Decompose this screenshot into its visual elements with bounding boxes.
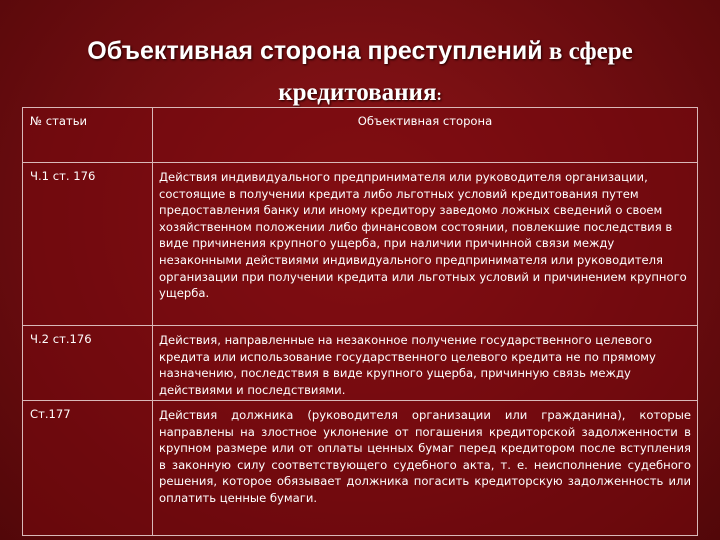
- header-article-number: № статьи: [23, 108, 153, 163]
- title-line2: кредитования: [278, 79, 437, 106]
- cell-article: Ч.1 ст. 176: [23, 163, 153, 326]
- articles-table: [22, 107, 698, 536]
- cell-article: Ч.2 ст.176: [23, 326, 153, 401]
- slide-title: [0, 32, 720, 115]
- title-colon: :: [436, 87, 442, 104]
- cell-article: Ст.177: [23, 401, 153, 536]
- table-row: [23, 326, 698, 401]
- table-row: [23, 401, 698, 536]
- cell-description: Действия индивидуального предпринимателя или руководителя организации, состоящие в получении кредита либо льготных условий кредитования путем предоставления банку или иному кредитору заведомо ложных сведений о своем хозяйственном положении либо финансовом состоянии, повлекшие последствия в виде причинения крупного ущерба, при наличии причинной связи между незаконными действиями индивидуального предпринимателя или руководителя организации при получении кредита или льготных условий и причинением крупного ущерба.: [153, 163, 698, 326]
- table-row: [23, 163, 698, 326]
- table-header-row: [23, 108, 698, 163]
- title-main: Объективная сторона преступлений: [87, 37, 543, 65]
- cell-description: Действия должника (руководителя организации или гражданина), которые направлены на злостное уклонение от погашения кредиторской задолженности в крупном размере или от оплаты ценных бумаг перед кредитором после вступления в законную силу соответствующего судебного акта, т. е. неисполнение судебного решения, которое обязывает должника погасить кредиторскую задолженность или оплатить ценные бумаги.: [153, 401, 698, 536]
- title-suffix: в сфере: [542, 38, 633, 65]
- header-objective-side: Объективная сторона: [153, 108, 698, 163]
- cell-description: Действия, направленные на незаконное получение государственного целевого кредита или использование государственного целевого кредита не по прямому назначению, последствия в виде крупного ущерба, причинную связь между действиями и последствиями.: [153, 326, 698, 401]
